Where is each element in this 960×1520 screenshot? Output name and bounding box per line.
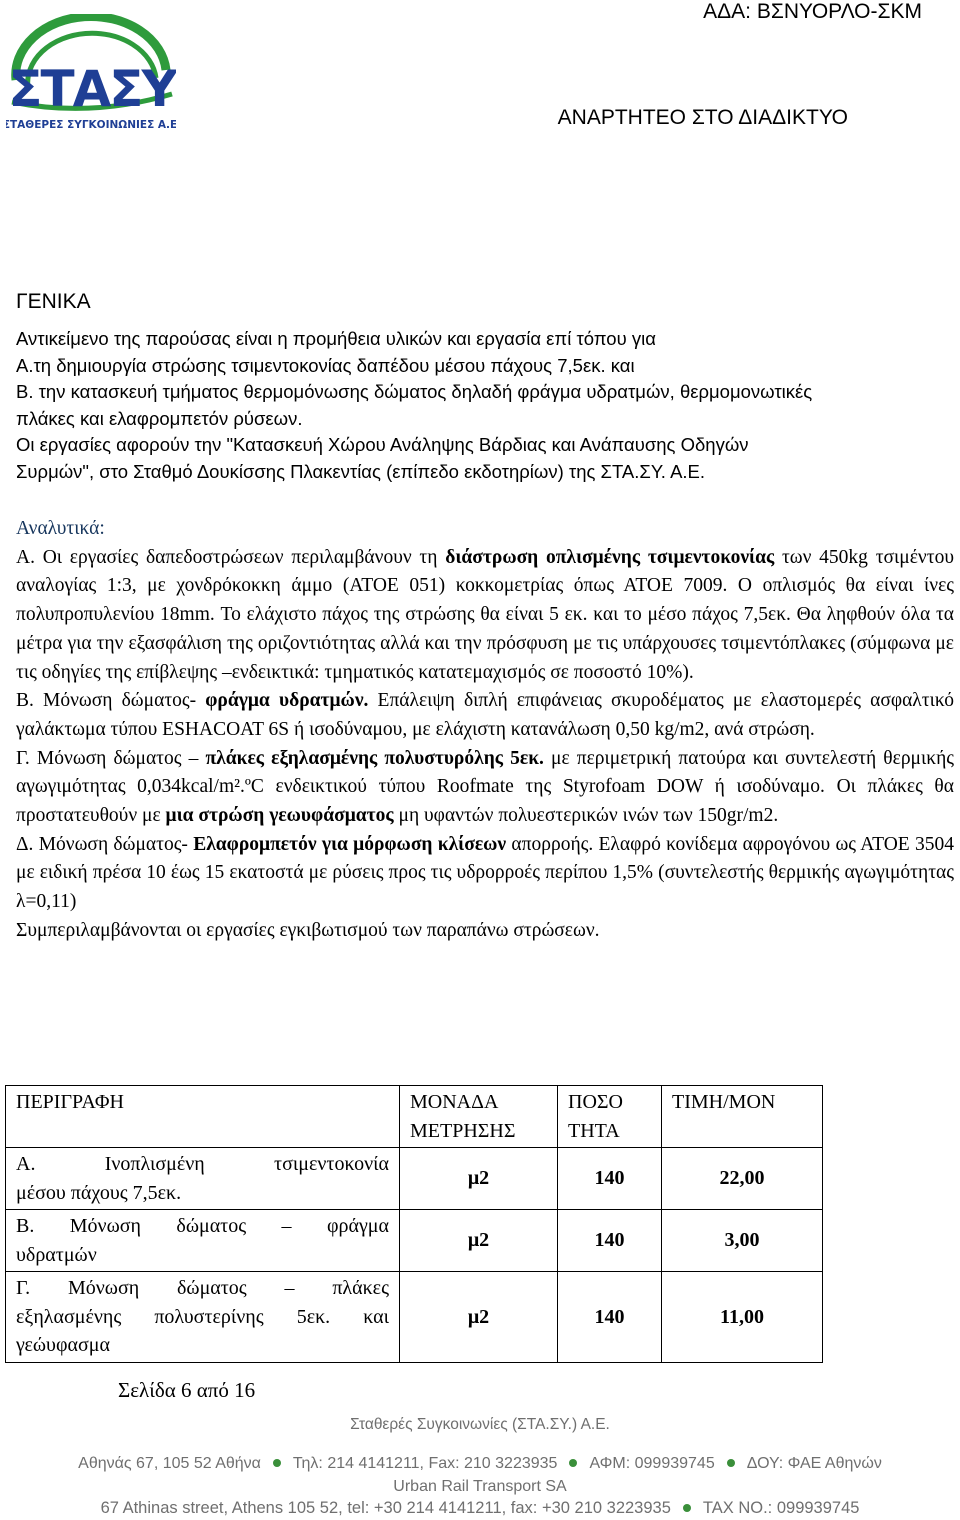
row-desc-line1: Α. Ινοπλισμένη τσιμεντοκονία (16, 1153, 389, 1175)
logo-subtitle: ΣΤΑΘΕΡΕΣ ΣΥΓΚΟΙΝΩΝΙΕΣ Α.Ε. (6, 119, 176, 131)
row-price: 11,00 (662, 1272, 823, 1363)
closing-paragraph: Συμπεριλαμβάνονται οι εργασίες εγκιβωτισμού των παραπάνω στρώσεων. (16, 919, 600, 941)
paragraph-a (16, 544, 954, 688)
paragraph-b-text-1: Β. Μόνωση δώματος- (16, 690, 206, 712)
header-qty-l1: ΠΟΣΟ (568, 1091, 623, 1113)
general-line: Συρμών", στο Σταθμό Δουκίσσης Πλακεντίας (επίπεδο εκδοτηρίων) της ΣΤΑ.ΣΥ. Α.Ε. (16, 460, 706, 482)
row-description (6, 1148, 400, 1210)
paragraph-c-text-2: με περιμετρική πατούρα και συντελεστή θερμικής αγωγιμότητας 0,034kcal/m².ºC ενδεικτικού τύπου Roofmate της Styrofoam DOW ή ισοδύναμο. Οι πλάκες θα προστατευθούν με (16, 747, 954, 827)
row-quantity: 140 (558, 1272, 662, 1363)
footer-line-en-1: 67 Athinas street, Athens 105 52, tel: +30 214 4141211, fax: +30 210 3223935 (100, 1499, 671, 1517)
header-unit-price: ΤΙΜΗ/ΜΟΝ (662, 1086, 823, 1148)
row-price: 3,00 (662, 1210, 823, 1272)
header-qty-l2: ΤΗΤΑ (568, 1119, 620, 1142)
footer-contact-en (0, 1499, 960, 1518)
price-table (5, 1085, 823, 1363)
paragraph-d-bold-1: Ελαφρομπετόν για μόρφωση κλίσεων (193, 833, 507, 855)
row-desc-line1: Γ. Μόνωση δώματος – πλάκες (16, 1277, 389, 1299)
header-quantity (558, 1086, 662, 1148)
row-desc-line2: εξηλασμένης πολυστερίνης 5εκ. και (16, 1305, 389, 1328)
general-heading: ΓΕΝΙΚΑ (16, 290, 91, 313)
row-price: 22,00 (662, 1148, 823, 1210)
footer-line-en-2: TAX NO.: 099939745 (702, 1499, 860, 1517)
row-quantity: 140 (558, 1148, 662, 1210)
paragraph-c-bold-2: μια στρώση γεωυφάσματος (165, 805, 394, 827)
stasy-logo (6, 14, 176, 134)
row-unit: μ2 (400, 1148, 558, 1210)
footer-company-en: Urban Rail Transport SA (393, 1478, 567, 1495)
general-text (16, 326, 946, 485)
row-description (6, 1272, 400, 1363)
table-row (6, 1210, 823, 1272)
publish-note: ΑΝΑΡΤΗΤΕΟ ΣΤΟ ΔΙΑΔΙΚΤΥΟ (557, 106, 848, 129)
general-line: Οι εργασίες αφορούν την "Κατασκευή Χώρου Ανάληψης Βάρδιας και Ανάπαυσης Οδηγών (16, 434, 749, 455)
general-line: Αντικείμενο της παρούσας είναι η προμήθεια υλικών και εργασία επί τόπου για (16, 328, 656, 349)
header-unit-l2: ΜΕΤΡΗΣΗΣ (410, 1119, 516, 1142)
paragraph-d (16, 831, 954, 917)
paragraph-c-text-1: Γ. Μόνωση δώματος – (16, 747, 206, 769)
header-unit-l1: ΜΟΝΑΔΑ (410, 1091, 499, 1113)
header-description: ΠΕΡΙΓΡΑΦΗ (6, 1086, 400, 1148)
table-row (6, 1148, 823, 1210)
general-line: Α.τη δημιουργία στρώσης τσιμεντοκονίας δαπέδου μέσου πάχους 7,5εκ. και (16, 354, 635, 376)
paragraph-d-text-2: απορροής. Ελαφρό κονίδεμα αφρογόνου ως ΑΤΟΕ 3504 με ειδική πρέσα 10 έως 15 εκατοστά με ρύσεις προς τις υδρορροές περίπου 1,5% (συντελεστής θερμικής αγωγιμότητας λ=0,11) (16, 833, 954, 913)
row-description (6, 1210, 400, 1272)
bullet-icon (273, 1459, 281, 1467)
bullet-icon (683, 1504, 691, 1512)
row-desc-line2: υδρατμών (16, 1243, 97, 1266)
stasy-logo-graphic (6, 14, 176, 134)
page-number: Σελίδα 6 από 16 (118, 1378, 256, 1402)
row-unit: μ2 (400, 1272, 558, 1363)
paragraph-a-bold-1: διάστρωση οπλισμένης τσιμεντοκονίας (445, 546, 775, 568)
paragraph-a-text-2: των 450kg τσιμέντου αναλογίας 1:3, με χονδρόκοκκη άμμο (ΑΤΟΕ 051) κοκκομετρίας όπως ΑΤΟΕ 7009. Ο οπλισμός θα είναι ίνες πολυπροπυλενίου 18mm. Το ελάχιστο πάχος της στρώσης θα είναι 5 εκ. και το μέσο πάχος 7,5εκ. Θα ληφθούν όλα τα μέτρα για την εξασφάλιση της οριζοντιότητας αλλά και την πρόσφυση με τις υπάρχουσες τσιμεντόπλακες (σύμφωνα με τις οδηγίες της επίβλεψης –ενδεικτικά: τμηματικός κατατεμαχισμός σε ποσοστό 10%). (16, 546, 954, 683)
bullet-icon (569, 1459, 577, 1467)
footer-company-gr: Σταθερές Συγκοινωνίες (ΣΤΑ.ΣΥ.) Α.Ε. (350, 1416, 610, 1433)
table-header-row (6, 1086, 823, 1148)
footer-doy-gr: ΔΟΥ: ΦΑΕ Αθηνών (746, 1455, 882, 1472)
header-unit (400, 1086, 558, 1148)
bullet-icon (727, 1459, 735, 1467)
footer-address-gr: Αθηνάς 67, 105 52 Αθήνα (78, 1455, 261, 1472)
row-desc-line2: μέσου πάχους 7,5εκ. (16, 1181, 182, 1204)
footer-afm-gr: ΑΦΜ: 099939745 (589, 1455, 715, 1472)
paragraph-b-bold-1: φράγμα υδρατμών. (205, 690, 369, 712)
paragraph-c-bold-1: πλάκες εξηλασμένης πολυστυρόλης 5εκ. (205, 747, 544, 769)
paragraph-a-text-1: Α. Οι εργασίες δαπεδοστρώσεων περιλαμβάνουν τη (16, 546, 446, 568)
logo-wordmark: ΣΤΑΣΥ (8, 60, 176, 118)
table-row (6, 1272, 823, 1363)
row-desc-line3: γεώυφασμα (16, 1334, 110, 1356)
details-heading: Αναλυτικά: (16, 518, 105, 539)
row-desc-line1: Β. Μόνωση δώματος – φράγμα (16, 1215, 389, 1237)
row-quantity: 140 (558, 1210, 662, 1272)
ada-code: ΑΔΑ: ΒΣΝΥΟΡΛΟ-ΣΚΜ (703, 0, 922, 23)
row-unit: μ2 (400, 1210, 558, 1272)
paragraph-b (16, 687, 954, 744)
details-section (16, 515, 954, 946)
paragraph-c-text-3: μη υφαντών πολυεστερικών ινών των 150gr/m2. (393, 805, 779, 827)
footer-phone-gr: Τηλ: 214 4141211, Fax: 210 3223935 (292, 1455, 558, 1472)
general-line: πλάκες και ελαφρομπετόν ρύσεων. (16, 407, 303, 429)
paragraph-c (16, 745, 954, 831)
paragraph-d-text-1: Δ. Μόνωση δώματος- (16, 833, 194, 855)
paragraph-b-text-2: Επάλειψη διπλή επιφάνειας σκυροδέματος με ελαστομερές ασφαλτικό γαλάκτωμα τύπου ESHACOAT 6S ή ισοδύναμου, με ελάχιστη κατανάλωση 0,50 kg/m2, ανά στρώση. (16, 690, 954, 740)
footer-contact-gr (0, 1455, 960, 1473)
general-line: Β. την κατασκευή τμήματος θερμομόνωσης δώματος δηλαδή φράγμα υδρατμών, θερμομονωτικές (16, 381, 813, 402)
